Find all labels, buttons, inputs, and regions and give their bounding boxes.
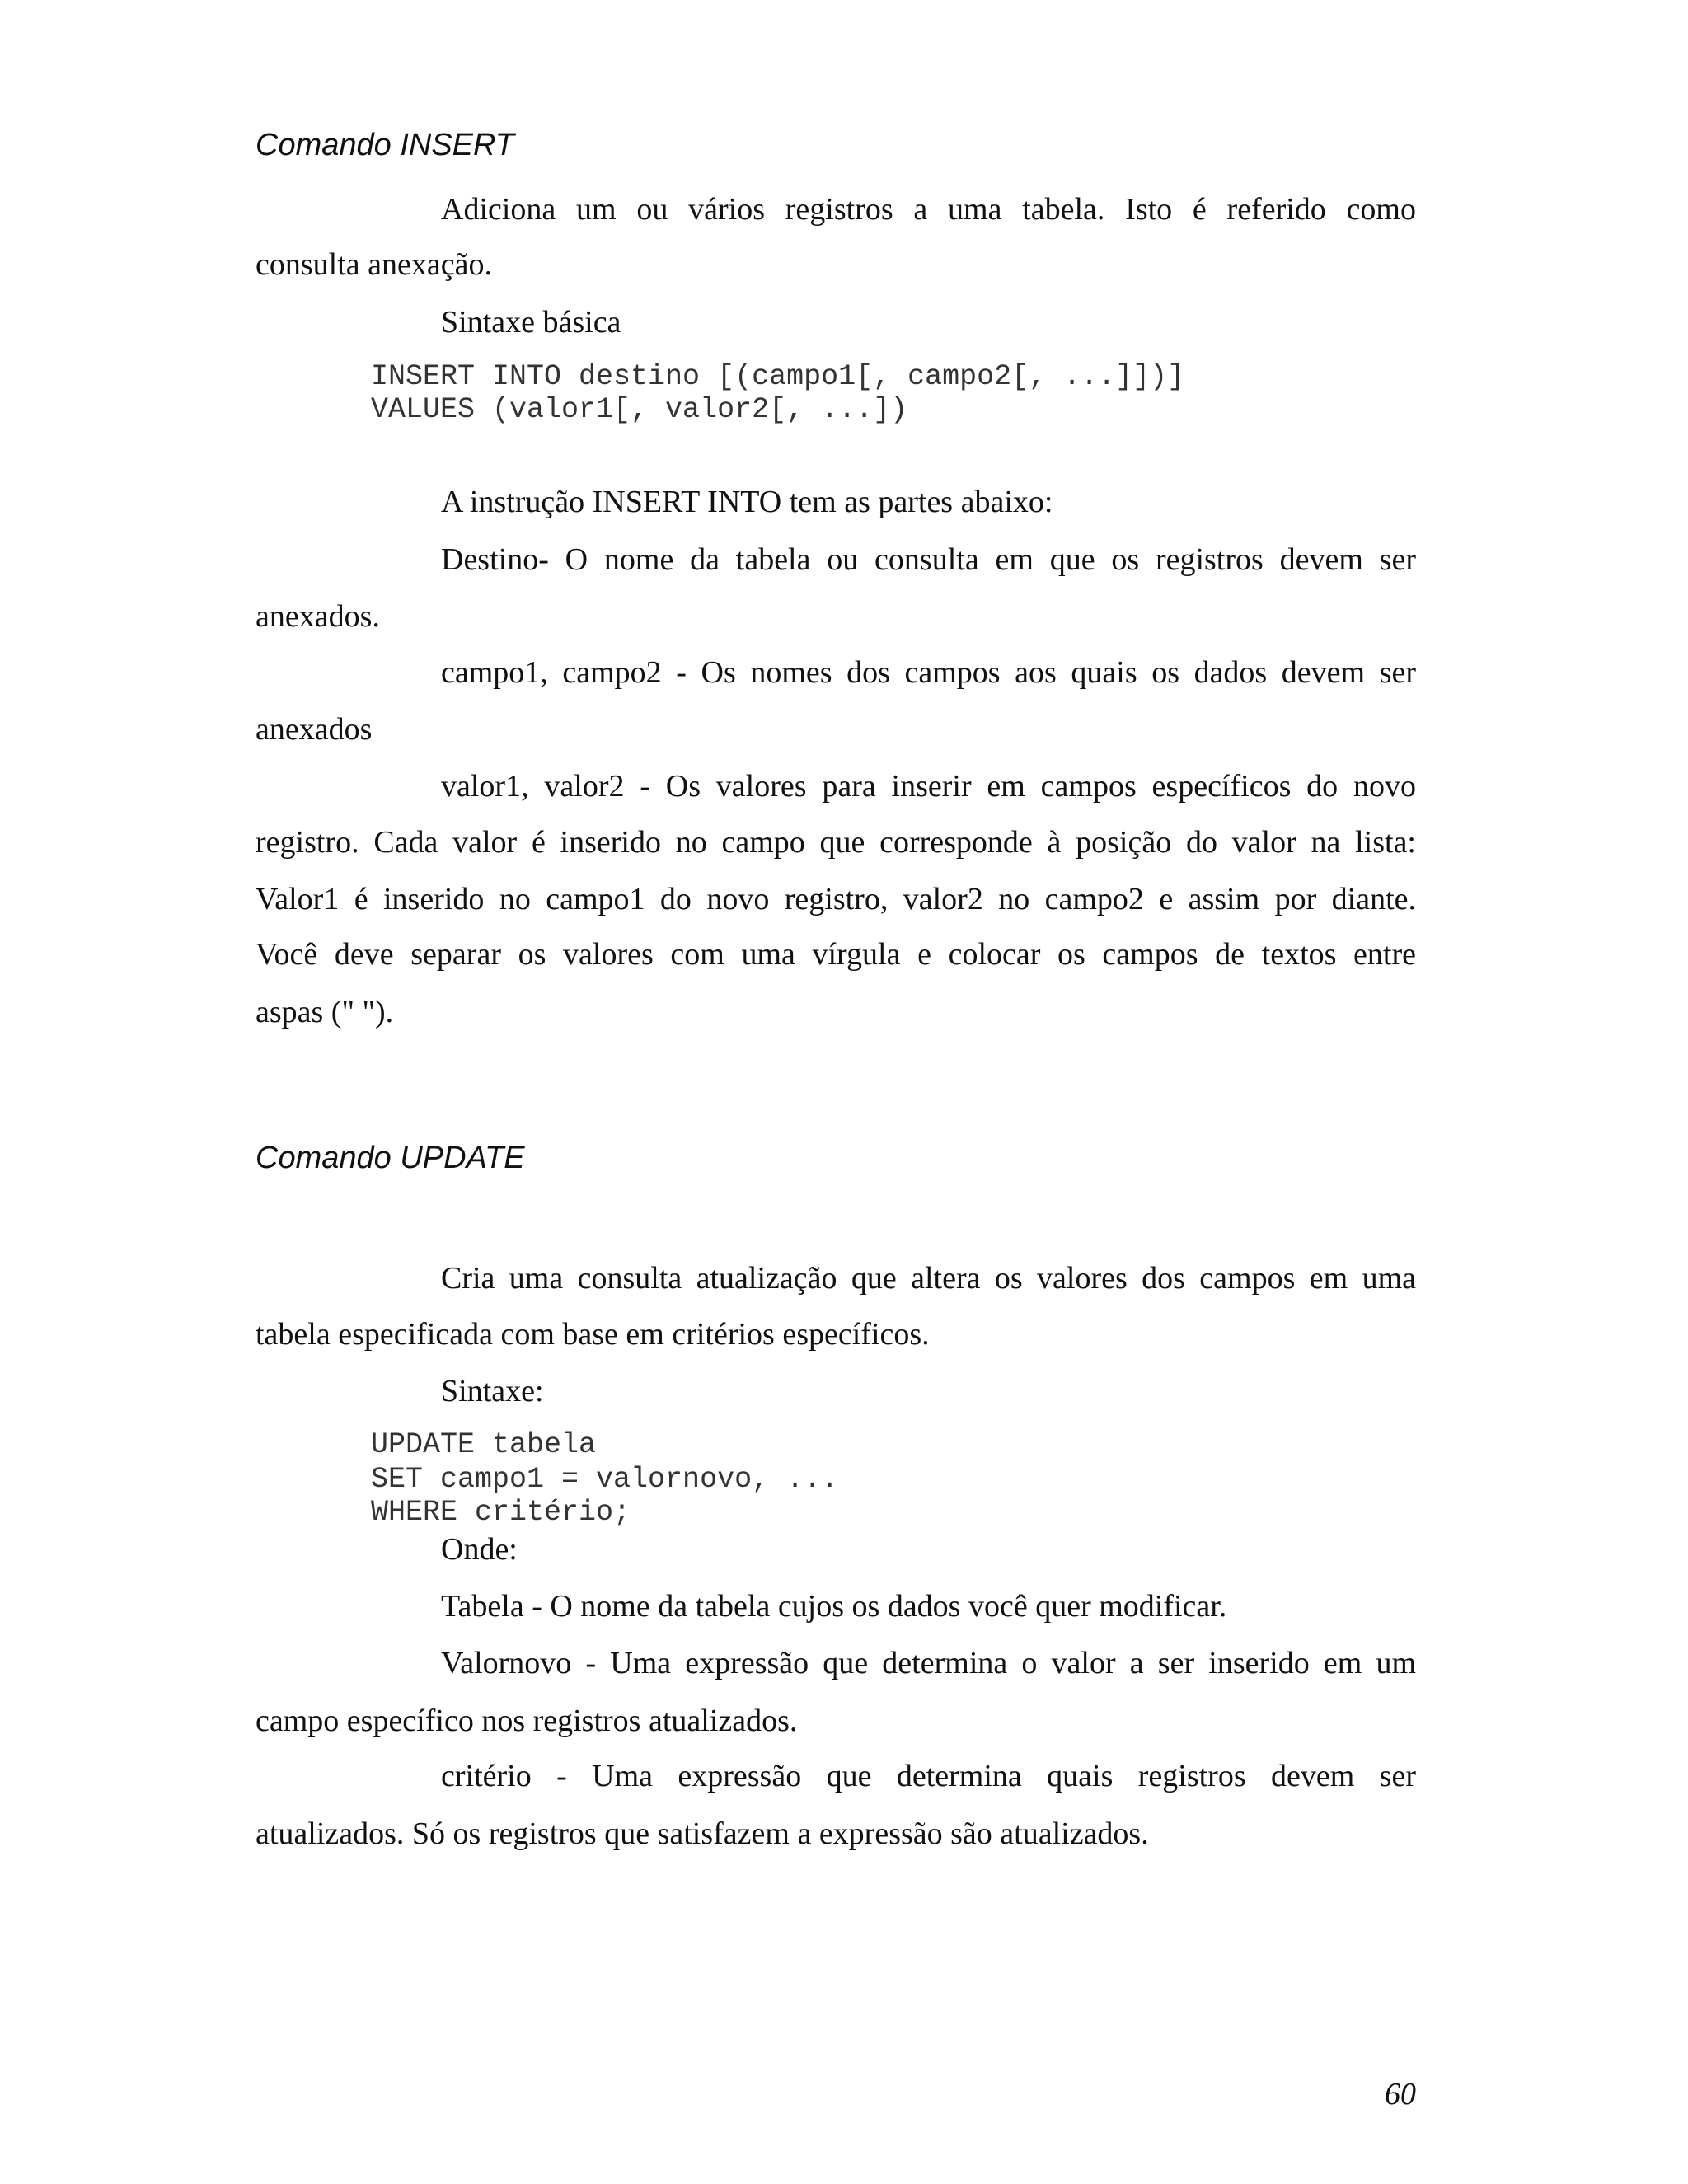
code-line: INSERT INTO destino [(campo1[, campo2[, ...]])] [371,360,1185,393]
paragraph-line: registro. Cada valor é inserido no campo que corresponde à posição do valor na lista: [256,825,1416,860]
paragraph-line: A instrução INSERT INTO tem as partes abaixo: [441,485,1053,519]
paragraph-line: Você deve separar os valores com uma vírgula e colocar os campos de textos entre [256,937,1416,972]
paragraph-line: campo específico nos registros atualizados. [256,1704,798,1738]
section-heading-update: Comando UPDATE [256,1141,525,1175]
syntax-label: Sintaxe: [441,1374,544,1408]
paragraph-line: Cria uma consulta atualização que altera os valores dos campos em uma [441,1261,1416,1296]
paragraph-line: Valornovo - Uma expressão que determina o valor a ser inserido em um [441,1646,1416,1680]
code-line: UPDATE tabela [371,1428,597,1461]
section-heading-insert: Comando INSERT [256,128,514,162]
paragraph-line: Adiciona um ou vários registros a uma tabela. Isto é referido como [441,192,1416,227]
code-line: SET campo1 = valornovo, ... [371,1463,839,1496]
paragraph-line: atualizados. Só os registros que satisfazem a expressão são atualizados. [256,1816,1149,1851]
code-line: WHERE critério; [371,1496,631,1529]
paragraph-line: tabela especificada com base em critérios específicos. [256,1317,930,1352]
paragraph-line: anexados. [256,599,380,634]
paragraph-line: anexados [256,712,373,747]
page-number: 60 [1385,2077,1416,2111]
paragraph-line: Valor1 é inserido no campo1 do novo registro, valor2 no campo2 e assim por diante. [256,882,1416,916]
paragraph-line: Tabela - O nome da tabela cujos os dados você quer modificar. [441,1589,1227,1624]
paragraph-line: Destino- O nome da tabela ou consulta em que os registros devem ser [441,542,1416,577]
paragraph-line: consulta anexação. [256,247,492,282]
paragraph-line: aspas (" "). [256,995,394,1029]
paragraph-line: Onde: [441,1532,518,1567]
paragraph-line: valor1, valor2 - Os valores para inserir em campos específicos do novo [441,769,1416,804]
paragraph-line: critério - Uma expressão que determina quais registros devem ser [441,1759,1416,1793]
paragraph-line: campo1, campo2 - Os nomes dos campos aos quais os dados devem ser [441,655,1416,690]
code-line: VALUES (valor1[, valor2[, ...]) [371,393,908,426]
syntax-label: Sintaxe básica [441,305,621,340]
